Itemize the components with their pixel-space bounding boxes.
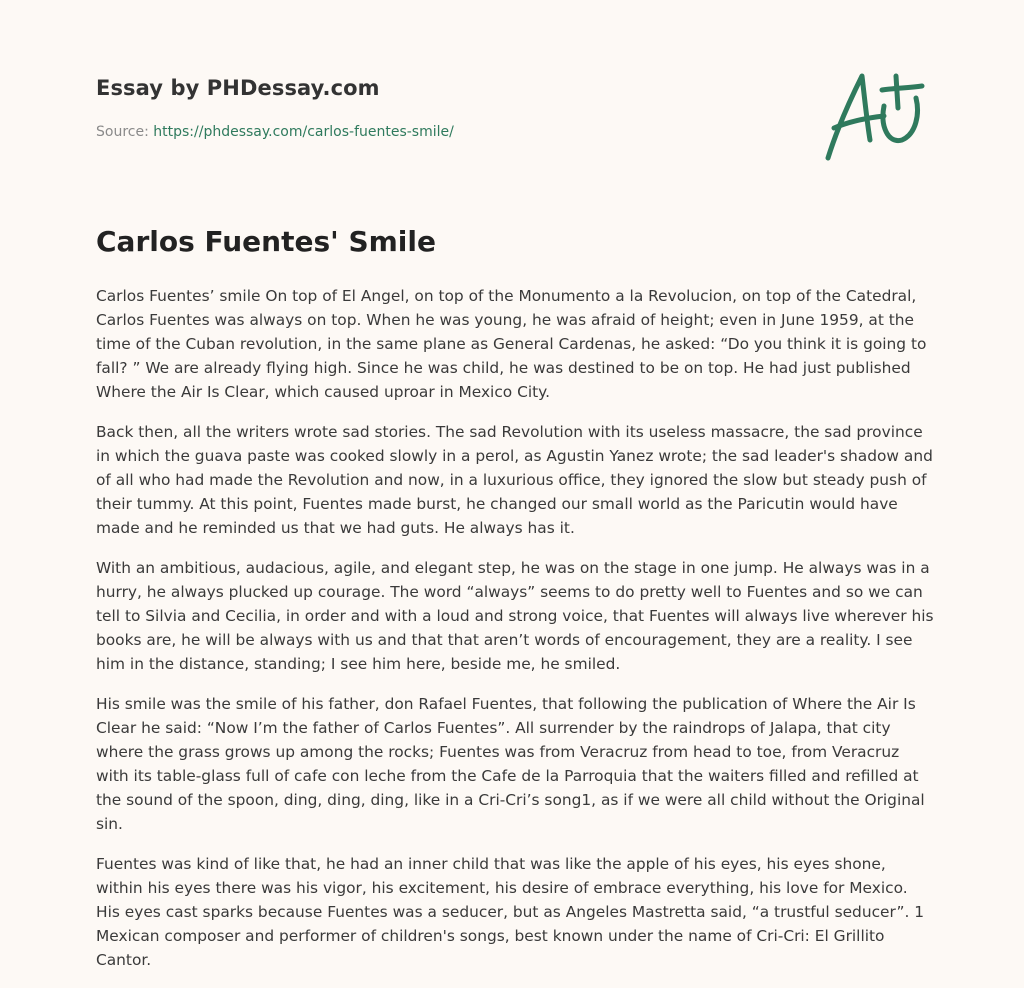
source-label: Source:	[96, 124, 149, 140]
paragraph-3: With an ambitious, audacious, agile, and elegant step, he was on the stage in one jump. He always was in a hurry, he always plucked up courage. The word “always” seems to do pretty well to Fuentes and so we can tell to Silvia and Cecilia, in order and with a loud and strong voice, that Fuentes will always live wherever his books are, he will be always with us and that that aren’t words of encouragement, they are a reality. I see him in the distance, standing; I see him here, beside me, he smiled.	[96, 559, 934, 673]
site-brand: Essay by PHDessay.com	[96, 76, 380, 100]
paragraph-5: Fuentes was kind of like that, he had an inner child that was like the apple of his eyes, his eyes shone, within his eyes there was his vigor, his excitement, his desire of embrace everything, his love for Mexico. His eyes cast sparks because Fuentes was a seducer, but as Angeles Mastretta said, “a trustful seducer”. 1 Mexican composer and performer of children's songs, best known under the name of Cri-Cri: El Grillito Cantor.	[96, 855, 925, 969]
page-title: Carlos Fuentes' Smile	[96, 225, 436, 258]
paragraph-2: Back then, all the writers wrote sad stories. The sad Revolution with its useless massacre, the sad province in which the guava paste was cooked slowly in a perol, as Agustin Yanez wrote; the sad leader's shadow and of all who had made the Revolution and now, in a luxurious office, they ignored the slow but steady push of their tummy. At this point, Fuentes made burst, he changed our small world as the Paricutin would have made and he reminded us that we had guts. He always has it.	[96, 423, 933, 537]
source-link[interactable]: https://phdessay.com/carlos-fuentes-smile/	[153, 124, 454, 140]
source-line	[96, 124, 454, 140]
paragraph-4: His smile was the smile of his father, don Rafael Fuentes, that following the publication of Where the Air Is Clear he said: “Now I’m the father of Carlos Fuentes”. All surrender by the raindrops of Jalapa, that city where the grass grows up among the rocks; Fuentes was from Veracruz from head to toe, from Veracruz with its table-glass full of cafe con leche from the Cafe de la Parroquia that the waiters filled and refilled at the sound of the spoon, ding, ding, ding, like in a Cri-Cri’s song1, as if we were all child without the Original sin.	[96, 695, 925, 833]
a-plus-icon	[818, 66, 930, 166]
article-body	[96, 284, 936, 988]
paragraph-1: Carlos Fuentes’ smile On top of El Angel, on top of the Monumento a la Revolucion, on top of the Catedral, Carlos Fuentes was always on top. When he was young, he was afraid of height; even in June 1959, at the time of the Cuban revolution, in the same plane as General Cardenas, he asked: “Do you think it is going to fall? ” We are already flying high. Since he was child, he was destined to be on top. He had just published Where the Air Is Clear, which caused uproar in Mexico City.	[96, 287, 927, 401]
